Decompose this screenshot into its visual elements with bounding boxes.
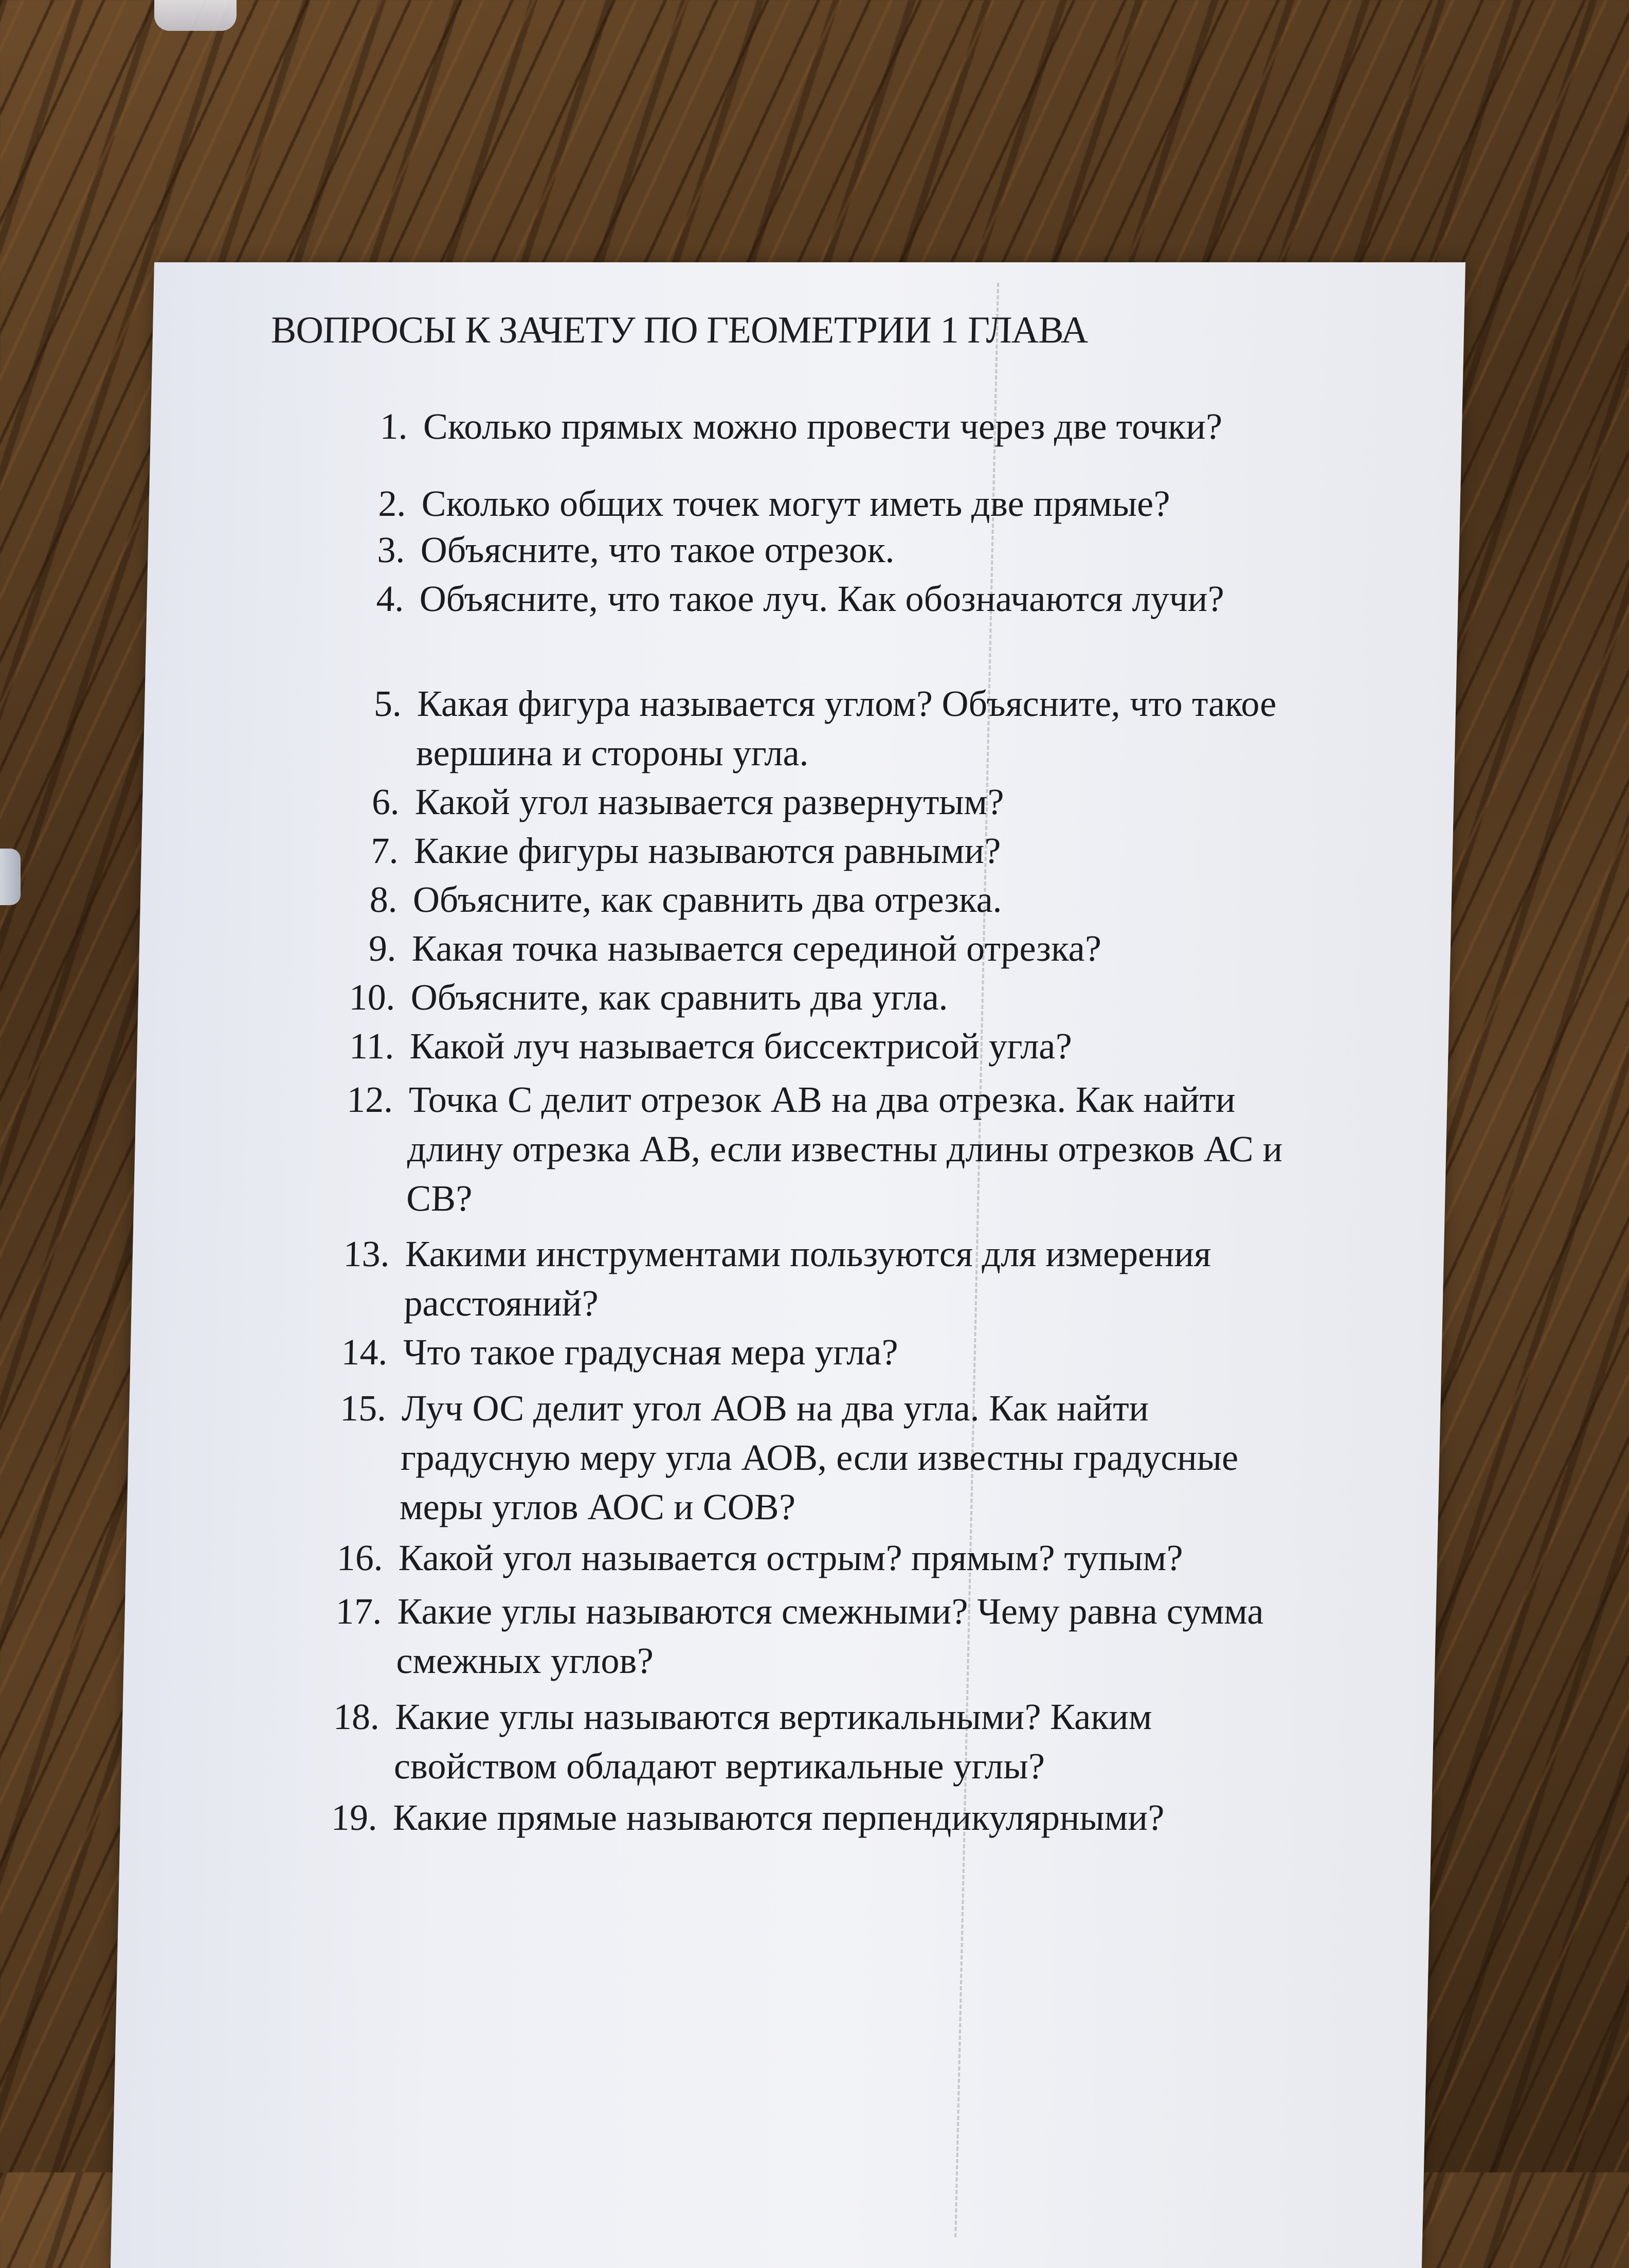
question-text: Какая точка называется серединой отрезка? (411, 928, 1102, 969)
question-text: Какие углы называются смежными? Чему равна сумма смежных углов? (395, 1591, 1264, 1681)
question-number: 7. (370, 830, 399, 871)
question-text: Объясните, как сравнить два угла. (410, 977, 949, 1018)
question-text: Объясните, что такое отрезок. (420, 529, 895, 570)
document-title: ВОПРОСЫ К ЗАЧЕТУ ПО ГЕОМЕТРИИ 1 ГЛАВА (270, 309, 1089, 351)
question-number: 3. (376, 529, 406, 570)
question-number: 17. (335, 1591, 383, 1632)
question-text: Какие углы называются вертикальными? Каким свойством обладают вертикальные углы? (393, 1696, 1153, 1787)
question-text: Какой угол называется развернутым? (414, 781, 1005, 822)
question-number: 8. (369, 879, 398, 920)
question-number: 9. (368, 928, 397, 969)
question-number: 4. (375, 578, 405, 619)
question-number: 11. (349, 1025, 395, 1067)
question-number: 14. (340, 1331, 388, 1373)
question-number: 19. (331, 1797, 378, 1838)
question-text: Какой луч называется биссектрисой угла? (409, 1025, 1073, 1067)
question-number: 1. (379, 406, 408, 447)
question-text: Какой угол называется острым? прямым? тупым? (398, 1537, 1184, 1578)
question-text: Что такое градусная мера угла? (402, 1331, 899, 1373)
question-number: 16. (336, 1537, 384, 1578)
question-number: 6. (371, 781, 400, 822)
question-list (151, 406, 1462, 447)
background-object-left (0, 849, 21, 905)
paper-sheet (111, 262, 1465, 2268)
question-text: Объясните, что такое луч. Как обозначаются лучи? (419, 578, 1225, 619)
question-text: Сколько прямых можно провести через две точки? (423, 406, 1223, 447)
question-text: Луч ОС делит угол АОВ на два угла. Как найти градусную меру угла АОВ, если известны градусные меры углов АОС и СОВ? (399, 1388, 1239, 1527)
question-text: Какие фигуры называются равными? (413, 830, 1001, 871)
question-number: 18. (333, 1696, 381, 1737)
question-text: Какая фигура называется углом? Объясните, что такое вершина и стороны угла. (415, 683, 1277, 773)
question-number: 2. (377, 483, 407, 524)
background-object-top (154, 0, 237, 31)
question-text: Объясните, как сравнить два отрезка. (412, 879, 1003, 920)
question-number: 10. (348, 977, 396, 1018)
question-text: Какие прямые называются перпендикулярными? (392, 1797, 1165, 1838)
question-text: Какими инструментами пользуются для измерения расстояний? (403, 1233, 1212, 1324)
question-number: 5. (373, 683, 403, 724)
sheet-content (111, 262, 1465, 2268)
question-text: Сколько общих точек могут иметь две прямые? (421, 483, 1171, 524)
question-number: 15. (339, 1388, 387, 1429)
question-number: 12. (346, 1079, 394, 1120)
question-text: Точка С делит отрезок АВ на два отрезка. Как найти длину отрезка АВ, если известны длины отрезков АС и СВ? (406, 1079, 1283, 1219)
question-number: 13. (343, 1233, 390, 1274)
